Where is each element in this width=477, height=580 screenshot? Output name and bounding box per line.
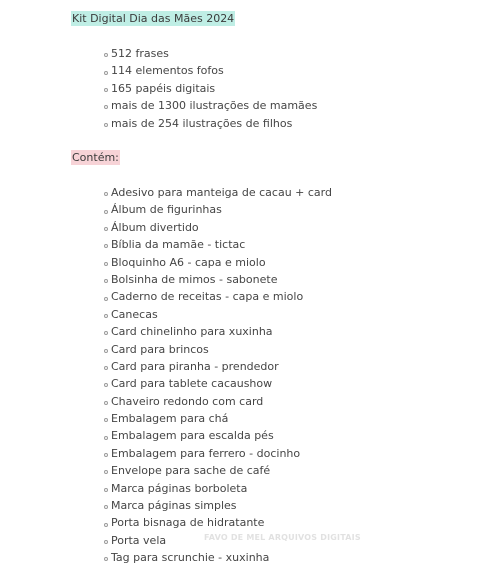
bullet-icon xyxy=(104,349,108,353)
features-list xyxy=(104,45,317,132)
bullet-icon xyxy=(104,488,108,492)
contents-list xyxy=(104,184,332,567)
list-item xyxy=(104,288,332,305)
list-item-text: Adesivo para manteiga de cacau + card xyxy=(111,186,332,199)
list-item-text: Caderno de receitas - capa e miolo xyxy=(111,290,304,304)
list-item xyxy=(104,201,332,218)
list-item-text: mais de 1300 ilustrações de mamães xyxy=(111,99,318,113)
list-item xyxy=(104,236,332,253)
list-item xyxy=(104,62,317,79)
bullet-icon xyxy=(104,88,108,92)
contents-title: Contém: xyxy=(72,151,119,164)
bullet-icon xyxy=(104,314,108,318)
list-item xyxy=(104,497,332,514)
list-item-text: Bloquinho A6 - capa e miolo xyxy=(111,255,266,269)
list-item-text: Porta bisnaga de hidratante xyxy=(111,516,265,530)
list-item xyxy=(104,427,332,444)
list-item xyxy=(104,358,332,375)
list-item-text: Embalagem para chá xyxy=(111,412,229,426)
list-item-text: Tag para scrunchie - xuxinha xyxy=(111,551,270,565)
list-item-text: Embalagem para escalda pés xyxy=(111,429,274,443)
list-item xyxy=(104,80,317,97)
bullet-icon xyxy=(104,227,108,231)
list-item-text: Card para tablete cacaushow xyxy=(111,377,273,391)
list-item-text: Álbum de figurinhas xyxy=(111,203,222,217)
bullet-icon xyxy=(104,262,108,266)
list-item-text: mais de 254 ilustrações de filhos xyxy=(111,116,293,130)
list-item xyxy=(104,549,332,566)
list-item xyxy=(104,445,332,462)
bullet-icon xyxy=(104,123,108,127)
bullet-icon xyxy=(104,366,108,370)
bullet-icon xyxy=(104,453,108,457)
bullet-icon xyxy=(104,383,108,387)
list-item xyxy=(104,462,332,479)
list-item-text: Bíblia da mamãe - tictac xyxy=(111,238,246,252)
bullet-icon xyxy=(104,105,108,109)
list-item-text: Chaveiro redondo com card xyxy=(111,394,264,408)
list-item xyxy=(104,184,332,201)
list-item-text: Embalagem para ferrero - docinho xyxy=(111,446,301,460)
list-item-text: Marca páginas simples xyxy=(111,499,237,513)
bullet-icon xyxy=(104,418,108,422)
list-item-text: Card para piranha - prendedor xyxy=(111,359,279,373)
list-item xyxy=(104,323,332,340)
bullet-icon xyxy=(104,53,108,57)
list-item-text: 512 frases xyxy=(111,47,169,60)
list-item-text: Envelope para sache de café xyxy=(111,464,271,478)
list-item xyxy=(104,375,332,392)
bullet-icon xyxy=(104,470,108,474)
bullet-icon xyxy=(104,505,108,509)
bullet-icon xyxy=(104,244,108,248)
list-item xyxy=(104,115,317,132)
bullet-icon xyxy=(104,540,108,544)
list-item-text: 165 papéis digitais xyxy=(111,81,216,95)
list-item-text: Card para brincos xyxy=(111,342,209,356)
list-item xyxy=(104,271,332,288)
list-item-text: Porta vela xyxy=(111,533,167,547)
bullet-icon xyxy=(104,557,108,561)
list-item xyxy=(104,393,332,410)
bullet-icon xyxy=(104,436,108,440)
bullet-icon xyxy=(104,523,108,527)
bullet-icon xyxy=(104,192,108,196)
kit-title: Kit Digital Dia das Mães 2024 xyxy=(72,12,235,25)
list-item xyxy=(104,306,332,323)
list-item xyxy=(104,480,332,497)
list-item-text: Card chinelinho para xuxinha xyxy=(111,325,273,339)
list-item-text: 114 elementos fofos xyxy=(111,64,224,78)
watermark: FAVO DE MEL ARQUIVOS DIGITAIS xyxy=(204,533,361,542)
bullet-icon xyxy=(104,210,108,214)
list-item-text: Marca páginas borboleta xyxy=(111,481,248,495)
list-item xyxy=(104,45,317,62)
list-item-text: Canecas xyxy=(111,307,158,321)
list-item xyxy=(104,410,332,427)
bullet-icon xyxy=(104,297,108,301)
list-item xyxy=(104,514,332,531)
bullet-icon xyxy=(104,331,108,335)
bullet-icon xyxy=(104,71,108,75)
list-item-text: Álbum divertido xyxy=(111,220,199,234)
list-item xyxy=(104,254,332,271)
list-item xyxy=(104,341,332,358)
list-item-text: Bolsinha de mimos - sabonete xyxy=(111,272,278,286)
list-item xyxy=(104,97,317,114)
bullet-icon xyxy=(104,279,108,283)
list-item xyxy=(104,219,332,236)
bullet-icon xyxy=(104,401,108,405)
